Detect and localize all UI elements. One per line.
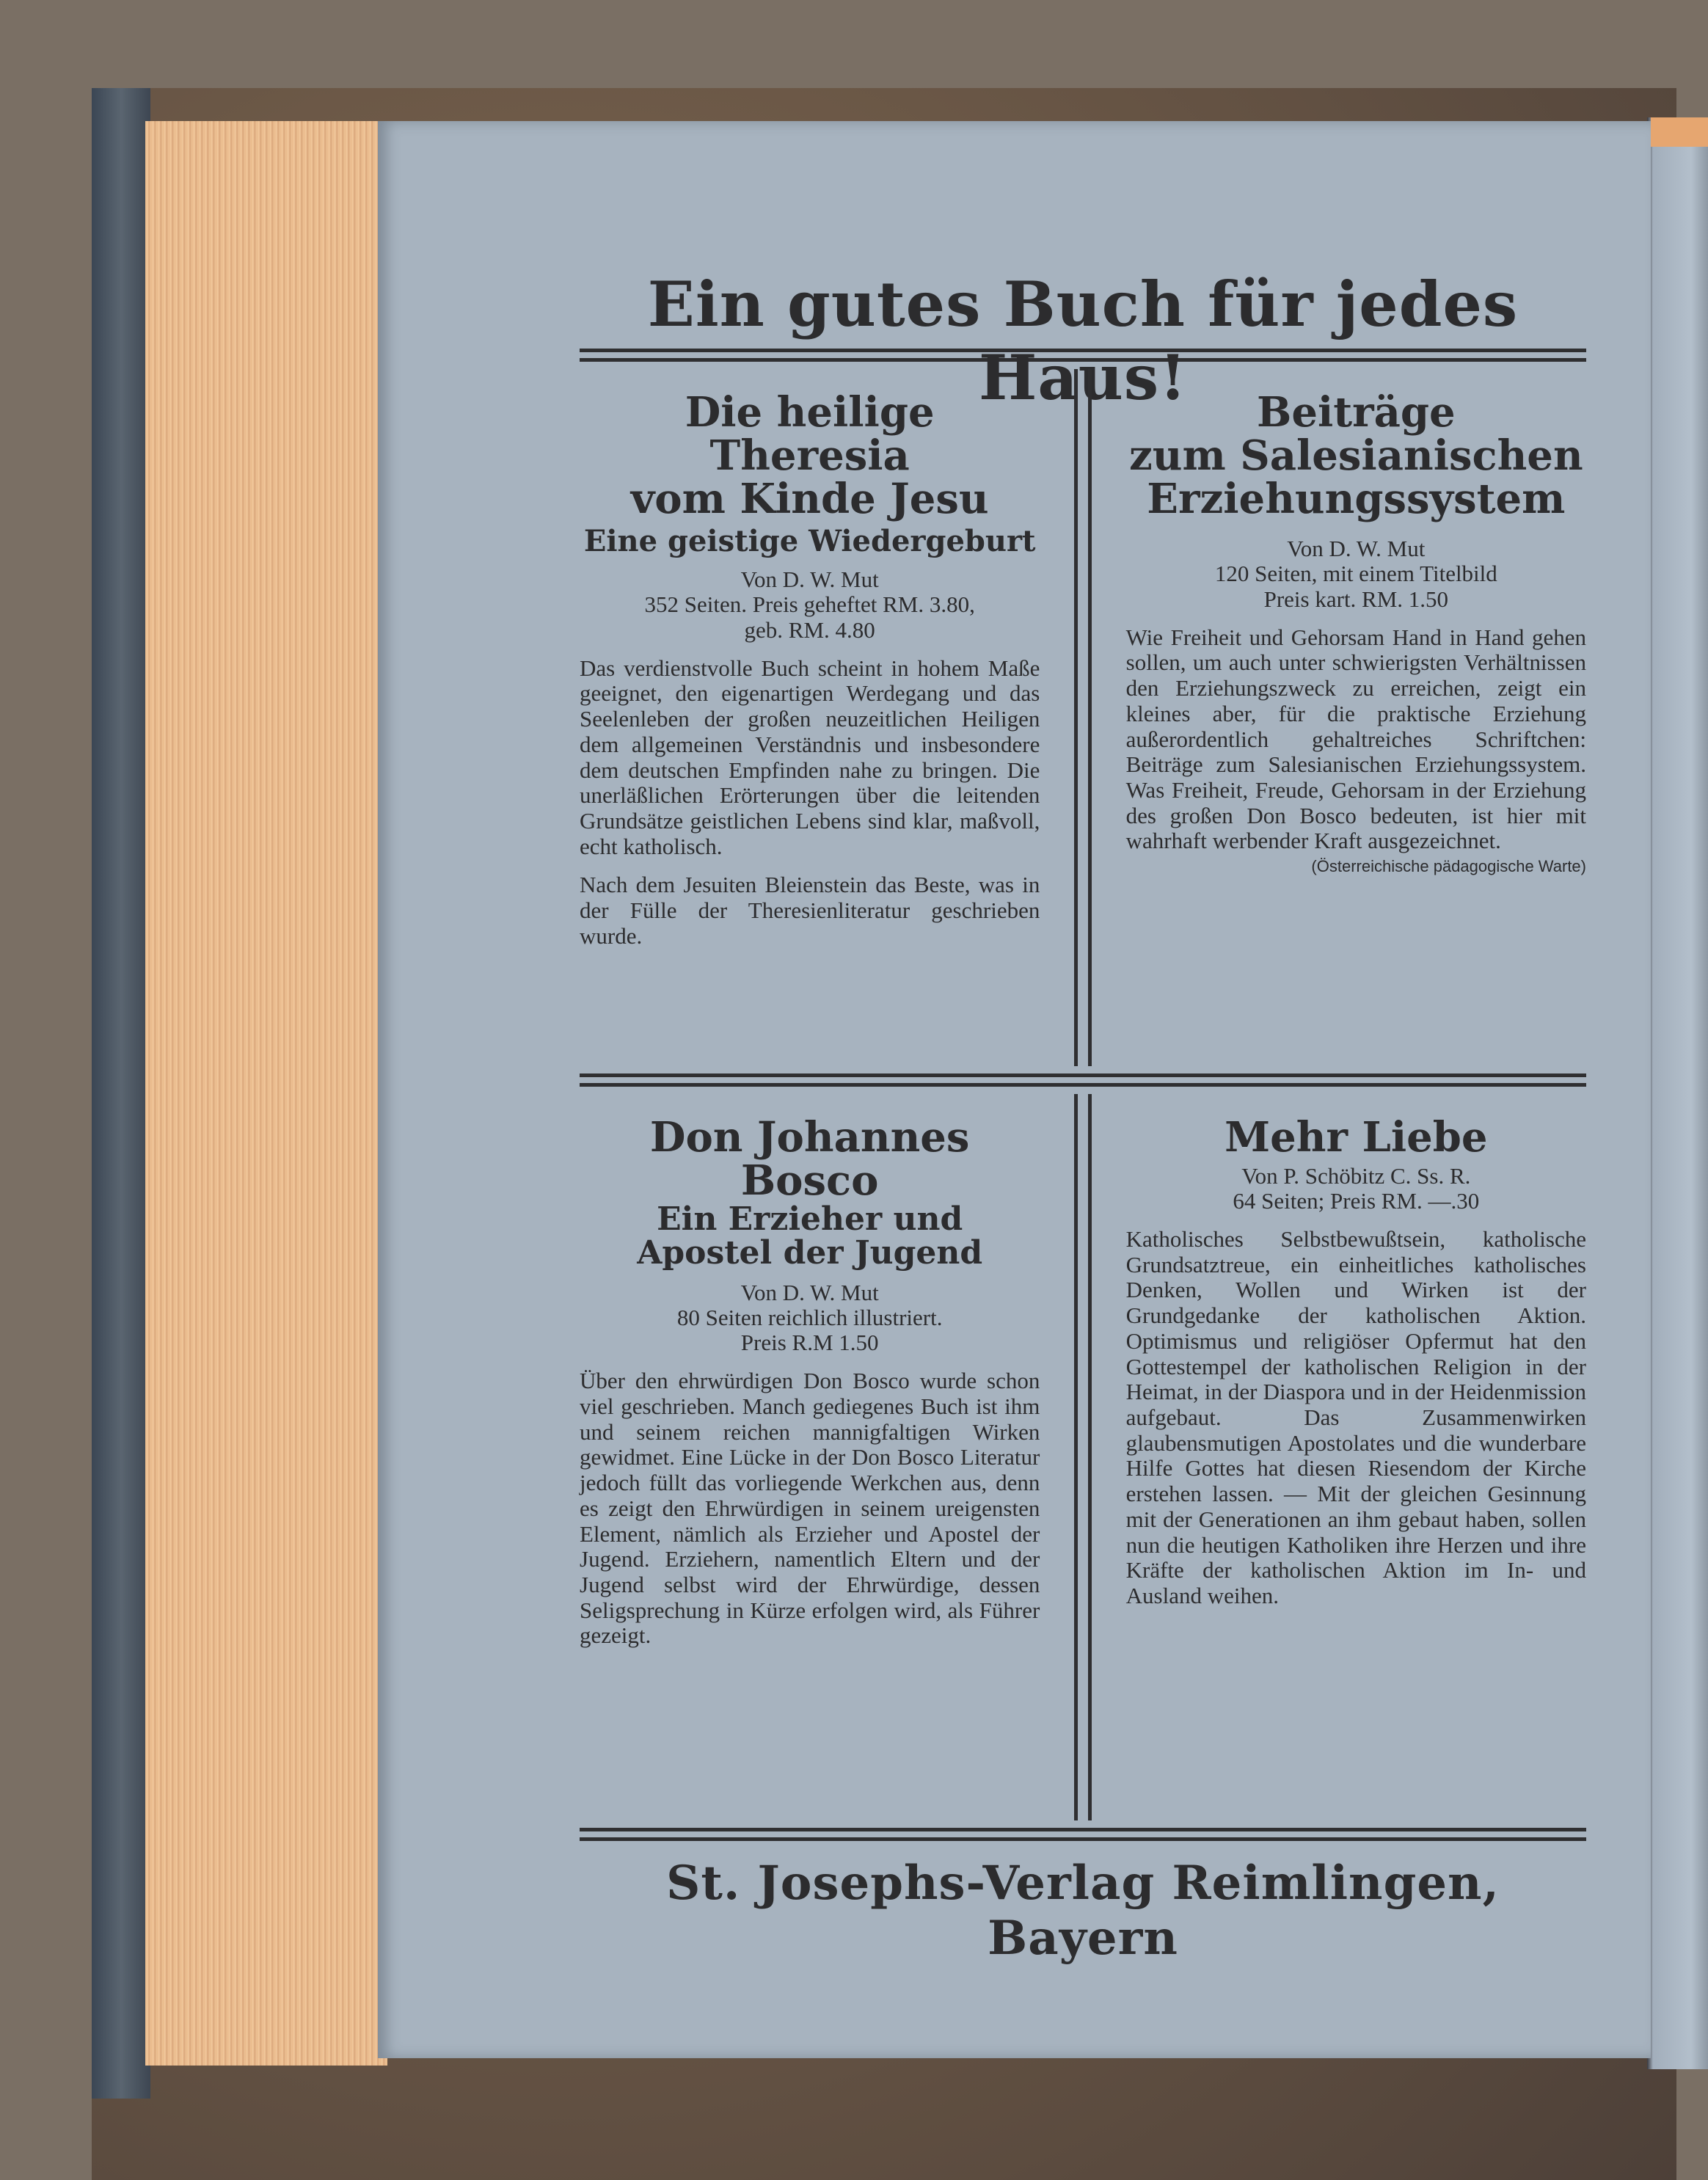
ad-author: Von D. W. Mut bbox=[740, 1279, 879, 1305]
ad-description: Über den ehrwürdigen Don Bosco wurde schon viel geschrieben. Manch gediegenes Buch ist ihm und seinem reichen mannigfaltigen Wirken gewidmet. Eine Lücke in der Don Bosco Literatur jedoch füllt das vorliegende Werkchen aus, denn es zeigt den Ehrwürdigen in seinem ureigensten Element, nämlich als Erzieher und Apostel der Jugend. Erziehern, namentlich Eltern und der Jugend selbst wird der Ehrwürdige, dessen Seligsprechung in Kürze erfolgen wird, als Führer gezeigt. bbox=[580, 1368, 1040, 1649]
ad-description: Katholisches Selbstbewußtsein, katholische Grundsatztreue, ein einheitliches katholisches Denken, Wollen und Wirken ist der Grundgedanke der katholischen Aktion. Optimismus und religiöser Opfermut hat den Gottestempel der katholischen Religion in der Heimat, in der Diaspora und in der Heidenmission aufgebaut. Das Zusammenwirken glaubensmutigen Apostolates und die wunderbare Hilfe Gottes hat diesen Riesendom der Kirche erstehen lassen. — Mit der gleichen Gesinnung mit der Generationen an ihm gebaut haben, sollen nun die heutigen Katholiken ihre Herzen und ihre Kräfte der katholischen Aktion im In- und Ausland weihen. bbox=[1125, 1225, 1586, 1609]
page-content bbox=[580, 268, 1586, 1966]
ad-author: Von D. W. Mut bbox=[1287, 536, 1426, 562]
ad-mehr-liebe bbox=[1097, 1094, 1586, 1820]
ad-title-line: Don Johannes Bosco bbox=[649, 1113, 970, 1205]
facing-page-edge bbox=[1647, 117, 1708, 2069]
page-edges bbox=[145, 121, 387, 2066]
ad-info: geb. RM. 4.80 bbox=[744, 616, 875, 643]
ad-subtitle-line: Ein Erzieher und bbox=[657, 1200, 963, 1238]
ad-title-line: Mehr Liebe bbox=[1225, 1113, 1488, 1162]
advertisement-page bbox=[378, 121, 1651, 2058]
ad-subtitle-line: Apostel der Jugend bbox=[637, 1233, 983, 1272]
ad-title-line: Beiträge bbox=[1256, 388, 1456, 437]
ad-info: 80 Seiten reichlich illustriert. bbox=[676, 1305, 943, 1331]
ad-description: Wie Freiheit und Gehorsam Hand in Hand gehen sollen, um auch unter schwierigsten Verhältnissen den Erziehungszweck zu erreichen, zeigt ein kleines aber, für die praktische Erziehung außerordentlich gehaltreiches Schriftchen: Beiträge zum Salesianischen Erziehungssystem. Was Freiheit, Freude, Gehorsam in der Erziehung des großen Don Bosco bedeuten, ist hier mit wahrhaft werbender Kraft ausgezeichnet. bbox=[1125, 624, 1586, 854]
ad-info: Preis kart. RM. 1.50 bbox=[1263, 586, 1449, 612]
ad-title-line: Die heilige Theresia bbox=[685, 388, 935, 480]
double-rule bbox=[580, 1828, 1586, 1841]
ad-theresia bbox=[580, 369, 1069, 1066]
ad-row-top bbox=[580, 369, 1586, 1066]
book-spine bbox=[92, 88, 150, 2099]
ad-info: 120 Seiten, mit einem Titelbild bbox=[1214, 561, 1497, 587]
double-rule bbox=[580, 1073, 1586, 1087]
ad-description: Das verdienstvolle Buch scheint in hohem Maße geeignet, den eigenartigen Werdegang und das Seelenleben der großen neuzeitlichen Heiligen dem allgemeinen Verständnis und insbesondere dem deutschen Empfinden nahe zu bringen. Die unerläßlichen Erörterungen über die leitenden Grundsätze geistlichen Lebens sind klar, maßvoll, echt katholisch. bbox=[580, 655, 1040, 859]
ad-author: Von D. W. Mut bbox=[740, 566, 879, 593]
ad-info: 352 Seiten. Preis geheftet RM. 3.80, bbox=[644, 591, 975, 618]
column-divider bbox=[1074, 1094, 1091, 1820]
column-divider bbox=[1074, 369, 1091, 1066]
ad-subtitle: Eine geistige Wiedergeburt bbox=[583, 524, 1036, 559]
ad-title-line: zum Salesianischen bbox=[1129, 431, 1583, 480]
ad-bosco bbox=[580, 1094, 1069, 1820]
ad-row-bottom bbox=[580, 1094, 1586, 1820]
page-headline: Ein gutes Buch für jedes Haus! bbox=[647, 268, 1519, 414]
facing-page-corner bbox=[1651, 117, 1708, 147]
publisher-name: St. Josephs-Verlag Reimlingen, Bayern bbox=[666, 1856, 1500, 1966]
ad-info: Preis R.M 1.50 bbox=[740, 1330, 879, 1356]
ad-title-line: Erziehungssystem bbox=[1147, 474, 1566, 523]
ad-beitraege bbox=[1097, 369, 1586, 1066]
ad-author: Von P. Schöbitz C. Ss. R. bbox=[1241, 1162, 1471, 1189]
ad-title-line: vom Kinde Jesu bbox=[630, 474, 989, 523]
ad-description: Nach dem Jesuiten Bleienstein das Beste, was in der Fülle der Theresienliteratur geschrieben wurde. bbox=[580, 872, 1040, 949]
ad-info: 64 Seiten; Preis RM. —.30 bbox=[1233, 1187, 1480, 1214]
ad-quote-source: (Österreichische pädagogische Warte) bbox=[1311, 857, 1586, 876]
